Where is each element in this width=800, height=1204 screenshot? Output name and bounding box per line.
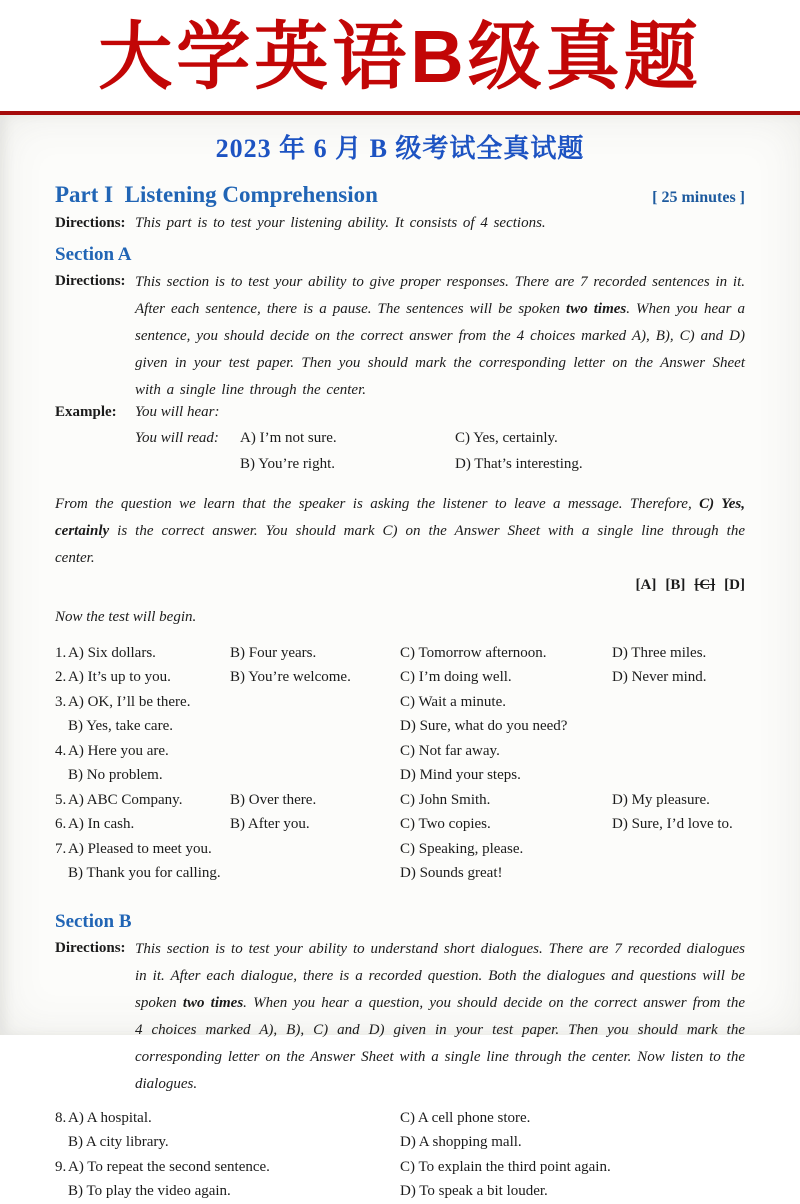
directions-segment-bold: two times bbox=[182, 994, 244, 1011]
directions-segment-bold: two times bbox=[566, 300, 627, 317]
question-option bbox=[55, 1155, 400, 1180]
question-row-1 bbox=[55, 641, 745, 666]
question-row-3-cont bbox=[55, 714, 745, 739]
question-number: 4. bbox=[55, 742, 67, 759]
directions-segment: . When you hear a sentence, you should decide on the correct answer from the 4 choices marked A), B), C) and D) given in your test paper. Then you should mark the corresponding letter on the Answer Sheet with a single line through the center. bbox=[135, 300, 746, 398]
question-row-4 bbox=[55, 739, 745, 764]
banner-title: 大学英语B级真题 bbox=[98, 15, 702, 98]
exam-paper-scan bbox=[0, 115, 800, 1200]
directions-text: This part is to test your listening ability. It consists of 4 sections. bbox=[135, 214, 546, 231]
part1-heading-row bbox=[55, 182, 745, 208]
mark-a: [A] bbox=[635, 576, 657, 593]
question-row-7-cont bbox=[55, 861, 745, 886]
directions-label: Directions: bbox=[55, 272, 126, 289]
option-c: C) A cell phone store. bbox=[400, 1109, 531, 1126]
example-row bbox=[55, 404, 745, 430]
mark-c-struck: [C] bbox=[694, 576, 716, 593]
option-d: D) My pleasure. bbox=[612, 791, 710, 808]
directions-label: Directions: bbox=[55, 214, 126, 231]
option-b: B) No problem. bbox=[68, 767, 163, 784]
option-a: A) To repeat the second sentence. bbox=[68, 1158, 270, 1175]
option-a: A) Here you are. bbox=[68, 742, 169, 759]
question-row-2 bbox=[55, 665, 745, 690]
example-row bbox=[55, 430, 745, 456]
explanation-segment: From the question we learn that the speaker is asking the listener to leave a message. Therefore, bbox=[55, 495, 700, 512]
mark-b: [B] bbox=[665, 576, 686, 593]
question-number: 5. bbox=[55, 791, 67, 808]
example-option-a: A) I’m not sure. bbox=[240, 429, 337, 446]
question-row-3 bbox=[55, 690, 745, 715]
explanation-segment: is the correct answer. You should mark C) on the Answer Sheet with a single line through the center. bbox=[55, 522, 745, 566]
option-c: C) John Smith. bbox=[400, 791, 491, 808]
part1-time-limit: [ 25 minutes ] bbox=[652, 188, 745, 206]
banner bbox=[0, 0, 800, 115]
sectionA-directions bbox=[55, 269, 745, 404]
example-explanation bbox=[55, 491, 745, 572]
option-d: D) Three miles. bbox=[612, 644, 707, 661]
option-c: C) Two copies. bbox=[400, 816, 491, 833]
example-label: Example: bbox=[55, 403, 117, 420]
option-c: C) I’m doing well. bbox=[400, 669, 512, 686]
option-d: D) Sure, I’d love to. bbox=[612, 816, 733, 833]
option-c: C) Tomorrow afternoon. bbox=[400, 644, 547, 661]
question-option bbox=[55, 812, 230, 837]
option-a: A) It’s up to you. bbox=[68, 669, 171, 686]
option-b: B) Over there. bbox=[230, 791, 317, 808]
directions-segment: This section is to test your ability to give proper responses. There are 7 recorded sentences in it. After each sentence, there is a pause. The sentences will be spoken bbox=[135, 273, 745, 317]
sectionA-heading: Section A bbox=[55, 243, 132, 265]
option-b: B) Thank you for calling. bbox=[68, 865, 221, 882]
example-option-d: D) That’s interesting. bbox=[455, 455, 583, 472]
sectionA-questions bbox=[55, 641, 745, 886]
directions-segment: This section is to test your ability to understand short dialogues. There are 7 recorded dialogues in it. After each dialogue, there is a recorded question. Both the dialogues and questions will be spoken bbox=[135, 940, 745, 1011]
option-b: B) To play the video again. bbox=[68, 1183, 231, 1200]
question-row-8 bbox=[55, 1106, 745, 1131]
sectionB-directions bbox=[55, 936, 745, 1098]
option-d: D) Sure, what do you need? bbox=[400, 718, 568, 735]
question-number: 1. bbox=[55, 644, 67, 661]
option-a: A) In cash. bbox=[68, 816, 135, 833]
question-number: 2. bbox=[55, 669, 67, 686]
directions-segment: . When you hear a question, you should decide on the correct answer from the 4 choices marked A), B), C) and D) given in your test paper. Then you should mark the corresponding letter on the Answer Sheet with a single line through the center. Now listen to the dialogues. bbox=[135, 994, 746, 1092]
question-row-8-cont bbox=[55, 1130, 745, 1155]
option-d: D) A shopping mall. bbox=[400, 1134, 522, 1151]
question-option bbox=[55, 641, 230, 666]
example-block bbox=[55, 404, 745, 482]
question-option bbox=[55, 690, 400, 715]
question-row-9 bbox=[55, 1155, 745, 1180]
option-a: A) Six dollars. bbox=[68, 644, 156, 661]
option-a: A) Pleased to meet you. bbox=[68, 840, 212, 857]
answer-sheet-marks bbox=[55, 577, 745, 594]
option-b: B) You’re welcome. bbox=[230, 669, 351, 686]
option-c: C) To explain the third point again. bbox=[400, 1158, 611, 1175]
directions-text bbox=[135, 936, 745, 1098]
test-begin-note: Now the test will begin. bbox=[55, 608, 197, 625]
option-c: C) Speaking, please. bbox=[400, 840, 524, 857]
option-a: A) A hospital. bbox=[68, 1109, 152, 1126]
directions-text bbox=[135, 269, 745, 404]
question-row-7 bbox=[55, 837, 745, 862]
part1-heading: Part I Listening Comprehension bbox=[55, 181, 378, 207]
explanation-segment-bold: C) Yes, certainly bbox=[55, 495, 745, 539]
question-option bbox=[55, 788, 230, 813]
sectionB-heading: Section B bbox=[55, 910, 132, 932]
question-option bbox=[55, 837, 400, 862]
question-number: 8. bbox=[55, 1109, 67, 1126]
option-c: C) Not far away. bbox=[400, 742, 500, 759]
question-option bbox=[55, 1106, 400, 1131]
option-d: D) Mind your steps. bbox=[400, 767, 521, 784]
question-row-9-cont bbox=[55, 1179, 745, 1204]
option-d: D) Never mind. bbox=[612, 669, 707, 686]
directions-label: Directions: bbox=[55, 939, 126, 956]
option-a: A) OK, I’ll be there. bbox=[68, 693, 191, 710]
option-c: C) Wait a minute. bbox=[400, 693, 506, 710]
option-b: B) Yes, take care. bbox=[68, 718, 173, 735]
example-read-label: You will read: bbox=[135, 429, 219, 446]
option-a: A) ABC Company. bbox=[68, 791, 183, 808]
example-hear-label: You will hear: bbox=[135, 403, 220, 420]
question-option bbox=[55, 665, 230, 690]
question-number: 6. bbox=[55, 816, 67, 833]
question-number: 3. bbox=[55, 693, 67, 710]
mark-d: [D] bbox=[724, 576, 745, 593]
question-number: 9. bbox=[55, 1158, 67, 1175]
option-d: D) Sounds great! bbox=[400, 865, 503, 882]
question-option bbox=[55, 739, 400, 764]
sectionB-questions bbox=[55, 1106, 745, 1204]
question-row-6 bbox=[55, 812, 745, 837]
example-row bbox=[55, 456, 745, 482]
question-number: 7. bbox=[55, 840, 67, 857]
example-option-c: C) Yes, certainly. bbox=[455, 429, 558, 446]
option-b: B) Four years. bbox=[230, 644, 317, 661]
example-option-b: B) You’re right. bbox=[240, 455, 336, 472]
question-row-5 bbox=[55, 788, 745, 813]
part1-directions bbox=[55, 211, 745, 235]
question-row-4-cont bbox=[55, 763, 745, 788]
option-b: B) A city library. bbox=[68, 1134, 169, 1151]
option-d: D) To speak a bit louder. bbox=[400, 1183, 548, 1200]
doc-title: 2023 年 6 月 B 级考试全真试题 bbox=[215, 133, 585, 163]
option-b: B) After you. bbox=[230, 816, 310, 833]
